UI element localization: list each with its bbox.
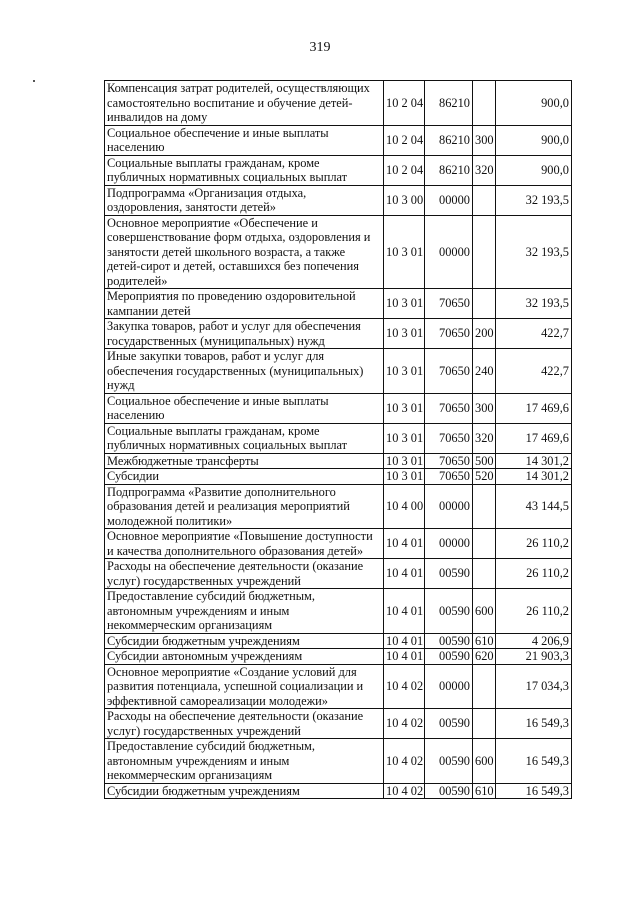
row-target-article-cell: 70650 — [425, 393, 473, 423]
budget-table-body — [105, 81, 572, 799]
row-section-code-cell: 10 4 02 — [384, 739, 425, 784]
table-row — [105, 633, 572, 649]
row-target-article-cell: 00000 — [425, 215, 473, 289]
row-name-cell: Межбюджетные трансферты — [105, 453, 384, 469]
row-amount-cell: 17 034,3 — [496, 664, 572, 709]
row-target-article-cell: 70650 — [425, 453, 473, 469]
row-target-article-cell: 00000 — [425, 664, 473, 709]
row-target-article-cell: 00590 — [425, 633, 473, 649]
row-target-article-cell: 00590 — [425, 739, 473, 784]
row-expense-type-cell: 610 — [473, 783, 496, 799]
row-amount-cell: 26 110,2 — [496, 589, 572, 634]
row-name-cell: Предоставление субсидий бюджетным, автономным учреждениям и иным некоммерческим организациям — [105, 739, 384, 784]
row-expense-type-cell — [473, 529, 496, 559]
row-amount-cell: 14 301,2 — [496, 469, 572, 485]
table-row — [105, 664, 572, 709]
row-section-code-cell: 10 2 04 — [384, 155, 425, 185]
row-name-cell: Субсидии бюджетным учреждениям — [105, 783, 384, 799]
row-amount-cell: 16 549,3 — [496, 739, 572, 784]
row-expense-type-cell — [473, 559, 496, 589]
row-amount-cell: 900,0 — [496, 81, 572, 126]
row-target-article-cell: 70650 — [425, 423, 473, 453]
row-section-code-cell: 10 3 01 — [384, 469, 425, 485]
row-name-cell: Расходы на обеспечение деятельности (оказание услуг) государственных учреждений — [105, 559, 384, 589]
row-section-code-cell: 10 4 01 — [384, 633, 425, 649]
row-amount-cell: 17 469,6 — [496, 423, 572, 453]
row-amount-cell: 32 193,5 — [496, 185, 572, 215]
table-row — [105, 559, 572, 589]
row-section-code-cell: 10 3 01 — [384, 393, 425, 423]
row-name-cell: Закупка товаров, работ и услуг для обеспечения государственных (муниципальных) нужд — [105, 319, 384, 349]
row-amount-cell: 32 193,5 — [496, 215, 572, 289]
row-amount-cell: 4 206,9 — [496, 633, 572, 649]
table-row — [105, 484, 572, 529]
row-target-article-cell: 00590 — [425, 559, 473, 589]
table-row — [105, 215, 572, 289]
row-name-cell: Основное мероприятие «Обеспечение и совершенствование форм отдыха, оздоровления и занятости детей школьного возраста, а также детей-сирот и детей, оставшихся без попечения родителей» — [105, 215, 384, 289]
row-name-cell: Подпрограмма «Развитие дополнительного образования детей и реализация мероприятий молодежной политики» — [105, 484, 384, 529]
table-row — [105, 589, 572, 634]
table-row — [105, 709, 572, 739]
row-amount-cell: 17 469,6 — [496, 393, 572, 423]
row-amount-cell: 900,0 — [496, 155, 572, 185]
table-row — [105, 393, 572, 423]
row-section-code-cell: 10 4 01 — [384, 589, 425, 634]
row-expense-type-cell — [473, 185, 496, 215]
row-amount-cell: 21 903,3 — [496, 649, 572, 665]
row-expense-type-cell: 600 — [473, 739, 496, 784]
row-section-code-cell: 10 4 01 — [384, 529, 425, 559]
row-amount-cell: 26 110,2 — [496, 529, 572, 559]
row-target-article-cell: 70650 — [425, 469, 473, 485]
row-name-cell: Социальные выплаты гражданам, кроме публичных нормативных социальных выплат — [105, 423, 384, 453]
row-section-code-cell: 10 3 01 — [384, 289, 425, 319]
row-target-article-cell: 00590 — [425, 649, 473, 665]
table-row — [105, 453, 572, 469]
row-amount-cell: 14 301,2 — [496, 453, 572, 469]
row-expense-type-cell: 320 — [473, 155, 496, 185]
row-name-cell: Субсидии — [105, 469, 384, 485]
row-section-code-cell: 10 4 02 — [384, 709, 425, 739]
row-expense-type-cell: 200 — [473, 319, 496, 349]
row-name-cell: Мероприятия по проведению оздоровительной кампании детей — [105, 289, 384, 319]
row-expense-type-cell — [473, 709, 496, 739]
row-target-article-cell: 00000 — [425, 484, 473, 529]
row-target-article-cell: 00590 — [425, 709, 473, 739]
row-target-article-cell: 86210 — [425, 81, 473, 126]
table-row — [105, 469, 572, 485]
row-name-cell: Социальные выплаты гражданам, кроме публичных нормативных социальных выплат — [105, 155, 384, 185]
row-section-code-cell: 10 3 01 — [384, 319, 425, 349]
row-name-cell: Основное мероприятие «Повышение доступности и качества дополнительного образования детей» — [105, 529, 384, 559]
row-name-cell: Субсидии бюджетным учреждениям — [105, 633, 384, 649]
row-section-code-cell: 10 2 04 — [384, 125, 425, 155]
row-section-code-cell: 10 3 01 — [384, 215, 425, 289]
row-section-code-cell: 10 3 01 — [384, 349, 425, 394]
row-section-code-cell: 10 4 01 — [384, 649, 425, 665]
row-name-cell: Основное мероприятие «Создание условий для развития потенциала, успешной социализации и эффективной самореализации молодежи» — [105, 664, 384, 709]
margin-mark — [33, 80, 35, 82]
table-row — [105, 185, 572, 215]
row-amount-cell: 900,0 — [496, 125, 572, 155]
row-name-cell: Социальное обеспечение и иные выплаты населению — [105, 393, 384, 423]
row-expense-type-cell — [473, 81, 496, 126]
row-expense-type-cell: 240 — [473, 349, 496, 394]
row-expense-type-cell: 600 — [473, 589, 496, 634]
row-expense-type-cell — [473, 289, 496, 319]
row-name-cell: Подпрограмма «Организация отдыха, оздоровления, занятости детей» — [105, 185, 384, 215]
table-row — [105, 155, 572, 185]
budget-table — [104, 80, 572, 799]
row-target-article-cell: 00590 — [425, 589, 473, 634]
row-expense-type-cell: 300 — [473, 393, 496, 423]
page-number: 319 — [309, 40, 331, 55]
row-expense-type-cell: 320 — [473, 423, 496, 453]
row-name-cell: Компенсация затрат родителей, осуществляющих самостоятельно воспитание и обучение детей-инвалидов на дому — [105, 81, 384, 126]
row-expense-type-cell: 300 — [473, 125, 496, 155]
row-amount-cell: 16 549,3 — [496, 709, 572, 739]
row-expense-type-cell: 610 — [473, 633, 496, 649]
row-target-article-cell: 86210 — [425, 155, 473, 185]
row-expense-type-cell — [473, 215, 496, 289]
row-amount-cell: 26 110,2 — [496, 559, 572, 589]
row-expense-type-cell — [473, 664, 496, 709]
row-amount-cell: 43 144,5 — [496, 484, 572, 529]
row-target-article-cell: 00000 — [425, 185, 473, 215]
row-expense-type-cell: 520 — [473, 469, 496, 485]
row-name-cell: Субсидии автономным учреждениям — [105, 649, 384, 665]
row-amount-cell: 32 193,5 — [496, 289, 572, 319]
row-expense-type-cell: 620 — [473, 649, 496, 665]
table-row — [105, 319, 572, 349]
row-expense-type-cell: 500 — [473, 453, 496, 469]
row-section-code-cell: 10 3 01 — [384, 453, 425, 469]
table-row — [105, 649, 572, 665]
row-expense-type-cell — [473, 484, 496, 529]
row-name-cell: Предоставление субсидий бюджетным, автономным учреждениям и иным некоммерческим организациям — [105, 589, 384, 634]
row-name-cell: Иные закупки товаров, работ и услуг для обеспечения государственных (муниципальных) нужд — [105, 349, 384, 394]
table-row — [105, 289, 572, 319]
table-row — [105, 81, 572, 126]
row-target-article-cell: 70650 — [425, 319, 473, 349]
row-section-code-cell: 10 4 01 — [384, 559, 425, 589]
row-target-article-cell: 70650 — [425, 289, 473, 319]
row-section-code-cell: 10 4 00 — [384, 484, 425, 529]
row-name-cell: Расходы на обеспечение деятельности (оказание услуг) государственных учреждений — [105, 709, 384, 739]
row-section-code-cell: 10 4 02 — [384, 783, 425, 799]
row-amount-cell: 422,7 — [496, 319, 572, 349]
row-section-code-cell: 10 4 02 — [384, 664, 425, 709]
row-target-article-cell: 00590 — [425, 783, 473, 799]
table-row — [105, 783, 572, 799]
row-section-code-cell: 10 2 04 — [384, 81, 425, 126]
table-row — [105, 125, 572, 155]
row-target-article-cell: 86210 — [425, 125, 473, 155]
row-section-code-cell: 10 3 01 — [384, 423, 425, 453]
row-section-code-cell: 10 3 00 — [384, 185, 425, 215]
row-amount-cell: 422,7 — [496, 349, 572, 394]
table-row — [105, 349, 572, 394]
row-target-article-cell: 70650 — [425, 349, 473, 394]
table-row — [105, 423, 572, 453]
row-amount-cell: 16 549,3 — [496, 783, 572, 799]
table-row — [105, 739, 572, 784]
row-target-article-cell: 00000 — [425, 529, 473, 559]
table-row — [105, 529, 572, 559]
row-name-cell: Социальное обеспечение и иные выплаты населению — [105, 125, 384, 155]
